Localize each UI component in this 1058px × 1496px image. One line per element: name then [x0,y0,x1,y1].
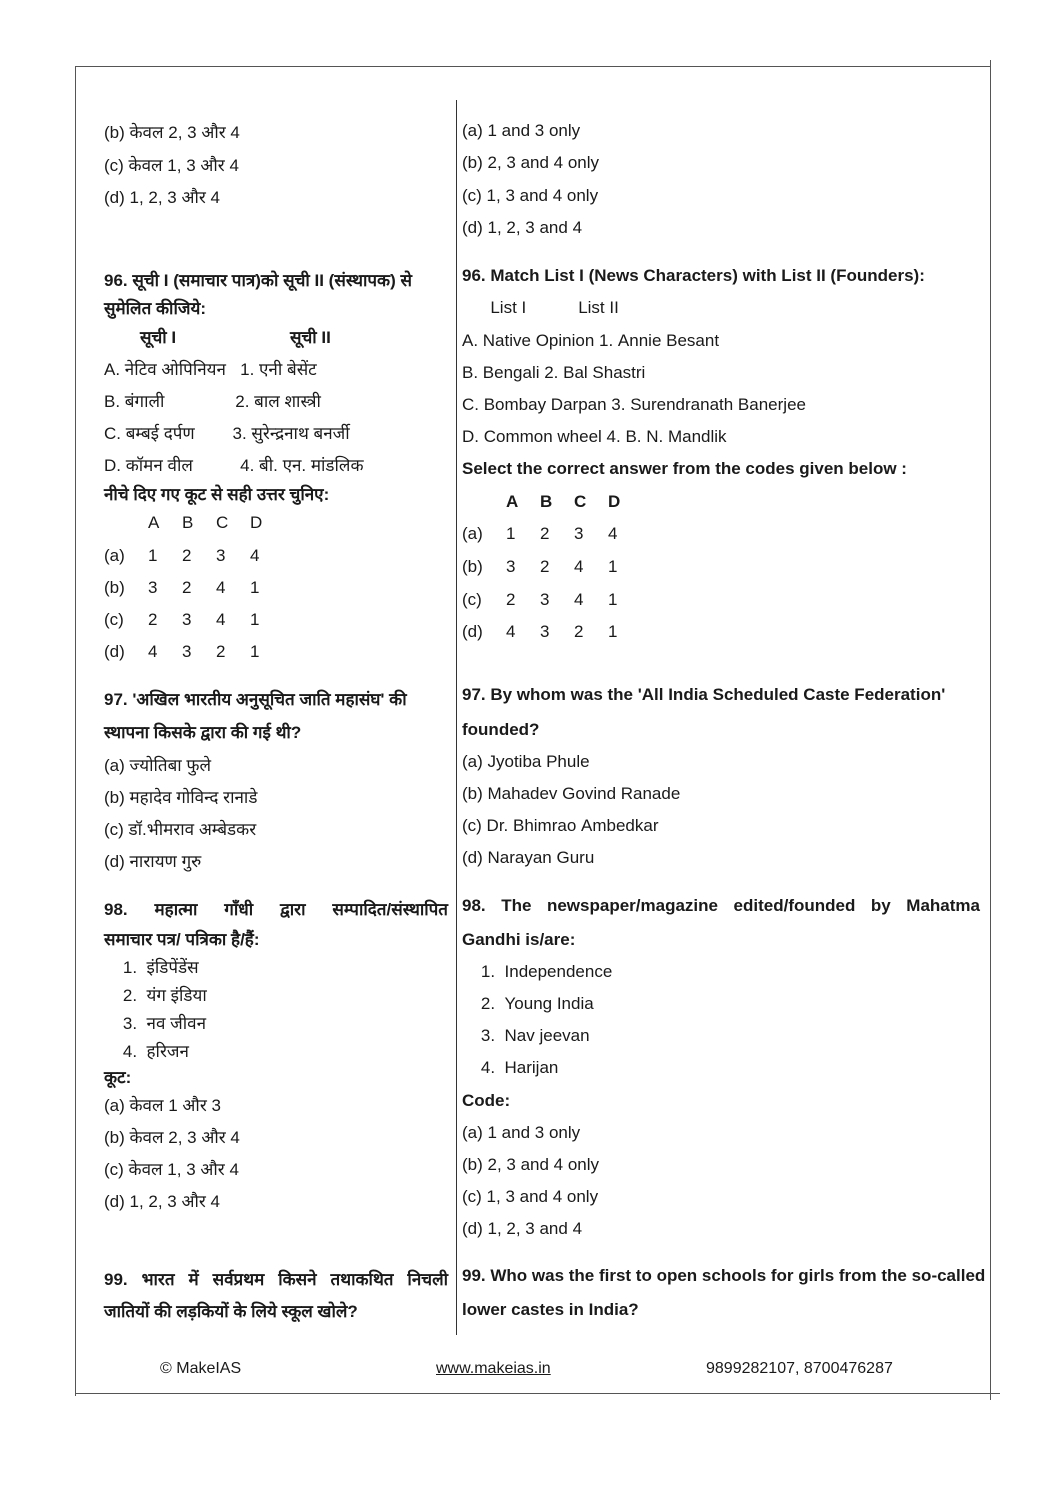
code-cell: (a) [104,546,125,565]
text-line: (b) Mahadev Govind Ranade [462,784,681,803]
text-line: (c) केवल 1, 3 और 4 [104,1160,239,1179]
footer-phone-numbers: 9899282107, 8700476287 [706,1360,893,1377]
question-text-line: 99. Who was the first to open schools for girls from the so-called [462,1266,986,1285]
answer-code-row [462,557,642,577]
question-text-line: Gandhi is/are: [462,930,576,949]
code-cell: 1 [608,557,618,576]
text-line: (c) केवल 1, 3 और 4 [104,156,239,175]
code-cell: 1 [608,590,618,609]
text-line: (d) 1, 2, 3 and 4 [462,1219,583,1238]
text-line: (a) Jyotiba Phule [462,752,590,771]
text-line: (d) नारायण गुरु [104,852,202,871]
text-line: (c) डॉ.भीमराव अम्बेडकर [104,820,257,839]
text-line: 2. Young India [462,994,594,1013]
question-text-line: 98. The newspaper/magazine edited/founded by Mahatma [462,896,980,915]
answer-code-row [462,524,642,544]
code-cell: 2 [540,524,550,543]
text-line: (a) केवल 1 और 3 [104,1096,221,1115]
page-border-top [75,66,990,67]
answer-code-row [104,610,284,630]
question-text-line: सुमेलित कीजिये: [104,299,206,318]
text-line: (a) 1 and 3 only [462,121,581,140]
code-cell: 2 [182,546,192,565]
text-line: A. Native Opinion 1. Annie Besant [462,331,720,350]
question-text-line: 96. सूची I (समाचार पात्र)को सूची II (संस्थापक) से [104,271,412,290]
code-cell: C [574,492,587,511]
code-cell: 3 [148,578,158,597]
question-text-line: 97. 'अखिल भारतीय अनुसूचित जाति महासंघ' की [104,690,407,709]
code-cell: (b) [462,557,483,576]
code-cell: (c) [104,610,124,629]
text-line: B. बंगाली 2. बाल शास्त्री [104,392,321,411]
text-line: 3. नव जीवन [104,1014,207,1033]
code-cell: B [540,492,553,511]
code-cell: 4 [608,524,618,543]
code-cell: 3 [540,622,550,641]
code-cell: 4 [216,578,226,597]
code-cell: (d) [104,642,125,661]
code-cell: 2 [216,642,226,661]
code-cell: 1 [250,642,260,661]
code-cell: 3 [216,546,226,565]
code-cell: 1 [250,610,260,629]
text-line: (d) Narayan Guru [462,848,595,867]
code-cell: (c) [462,590,482,609]
text-line: A. नेटिव ओपिनियन 1. एनी बेसेंट [104,360,317,379]
code-cell: 1 [608,622,618,641]
page-border-left [75,66,76,1396]
question-text-line: नीचे दिए गए कूट से सही उत्तर चुनिए: [104,485,330,504]
question-text-line: कूट: [104,1068,132,1087]
code-cell: 4 [216,610,226,629]
answer-code-row [104,642,284,662]
code-cell: (d) [462,622,483,641]
text-line: (c) Dr. Bhimrao Ambedkar [462,816,659,835]
text-line: (d) 1, 2, 3 और 4 [104,188,221,207]
text-line: (b) 2, 3 and 4 only [462,153,600,172]
text-line: (d) 1, 2, 3 and 4 [462,218,583,237]
text-line: (b) महादेव गोविन्द रानाडे [104,788,258,807]
text-line: 1. इंडिपेंडेंस [104,958,199,977]
code-cell: 3 [540,590,550,609]
text-line: (c) 1, 3 and 4 only [462,1187,599,1206]
answer-code-row [462,492,642,512]
answer-code-row [104,546,284,566]
code-cell: 2 [182,578,192,597]
answer-code-row [104,328,400,348]
code-cell: 4 [574,590,584,609]
code-cell: 1 [250,578,260,597]
question-text-line: 96. Match List I (News Characters) with List II (Founders): [462,266,925,285]
code-cell: सूची II [290,328,331,347]
code-cell: B [182,513,194,532]
code-cell: A [148,513,160,532]
text-line: (b) केवल 2, 3 और 4 [104,1128,240,1147]
page-border-right [990,60,991,1400]
code-cell: 4 [506,622,516,641]
code-cell: D [250,513,263,532]
code-cell: 4 [574,557,584,576]
text-line: (b) 2, 3 and 4 only [462,1155,600,1174]
text-line: D. कॉमन वील 4. बी. एन. मांडलिक [104,456,364,475]
question-text-line: Select the correct answer from the codes given below : [462,459,907,478]
text-line: (a) 1 and 3 only [462,1123,581,1142]
text-line: C. Bombay Darpan 3. Surendranath Banerjee [462,395,806,414]
footer-website-link[interactable]: www.makeias.in [436,1360,551,1377]
code-cell: 3 [506,557,516,576]
question-text-line: Code: [462,1091,511,1110]
text-line: (b) केवल 2, 3 और 4 [104,123,240,142]
text-line: B. Bengali 2. Bal Shastri [462,363,646,382]
question-text-line: समाचार पत्र/ पत्रिका है/हैं: [104,930,260,949]
question-text-line: 98. महात्मा गाँधी द्वारा सम्पादित/संस्थापित [104,900,448,919]
answer-code-row [462,590,642,610]
text-line: (a) ज्योतिबा फुले [104,756,212,775]
answer-code-row [104,513,284,533]
code-cell: सूची I [140,328,177,347]
code-cell: (b) [104,578,125,597]
code-cell: 1 [506,524,516,543]
code-cell: 2 [506,590,516,609]
code-cell: C [216,513,229,532]
code-cell: 2 [148,610,158,629]
text-line: 4. हरिजन [104,1042,189,1061]
text-line: C. बम्बई दर्पण 3. सुरेन्द्रनाथ बनर्जी [104,424,350,443]
text-line: 2. यंग इंडिया [104,986,207,1005]
footer-copyright: © MakeIAS [160,1360,242,1377]
answer-code-row [104,578,284,598]
text-line: 4. Harijan [462,1058,559,1077]
code-cell: 3 [574,524,584,543]
code-cell: 1 [148,546,158,565]
code-cell: 4 [148,642,158,661]
text-line: 1. Independence [462,962,613,981]
code-cell: 3 [182,642,192,661]
text-line: (c) 1, 3 and 4 only [462,186,599,205]
question-text-line: 99. भारत में सर्वप्रथम किसने तथाकथित निचली [104,1270,448,1289]
text-line: D. Common wheel 4. B. N. Mandlik [462,427,727,446]
text-line: (d) 1, 2, 3 और 4 [104,1192,221,1211]
question-text-line: जातियों की लड़कियों के लिये स्कूल खोले? [104,1302,358,1321]
code-cell: (a) [462,524,483,543]
column-divider [456,100,457,1335]
footer-divider [75,1393,1000,1394]
code-cell: 4 [250,546,260,565]
code-cell: D [608,492,621,511]
question-text-line: lower castes in India? [462,1300,639,1319]
question-text-line: स्थापना किसके द्वारा की गई थी? [104,723,302,742]
text-line: List I List II [462,298,619,317]
code-cell: 2 [540,557,550,576]
code-cell: A [506,492,519,511]
answer-code-row [462,622,642,642]
code-cell: 3 [182,610,192,629]
question-text-line: founded? [462,720,540,739]
text-line: 3. Nav jeevan [462,1026,590,1045]
question-text-line: 97. By whom was the 'All India Scheduled Caste Federation' [462,685,946,704]
code-cell: 2 [574,622,584,641]
